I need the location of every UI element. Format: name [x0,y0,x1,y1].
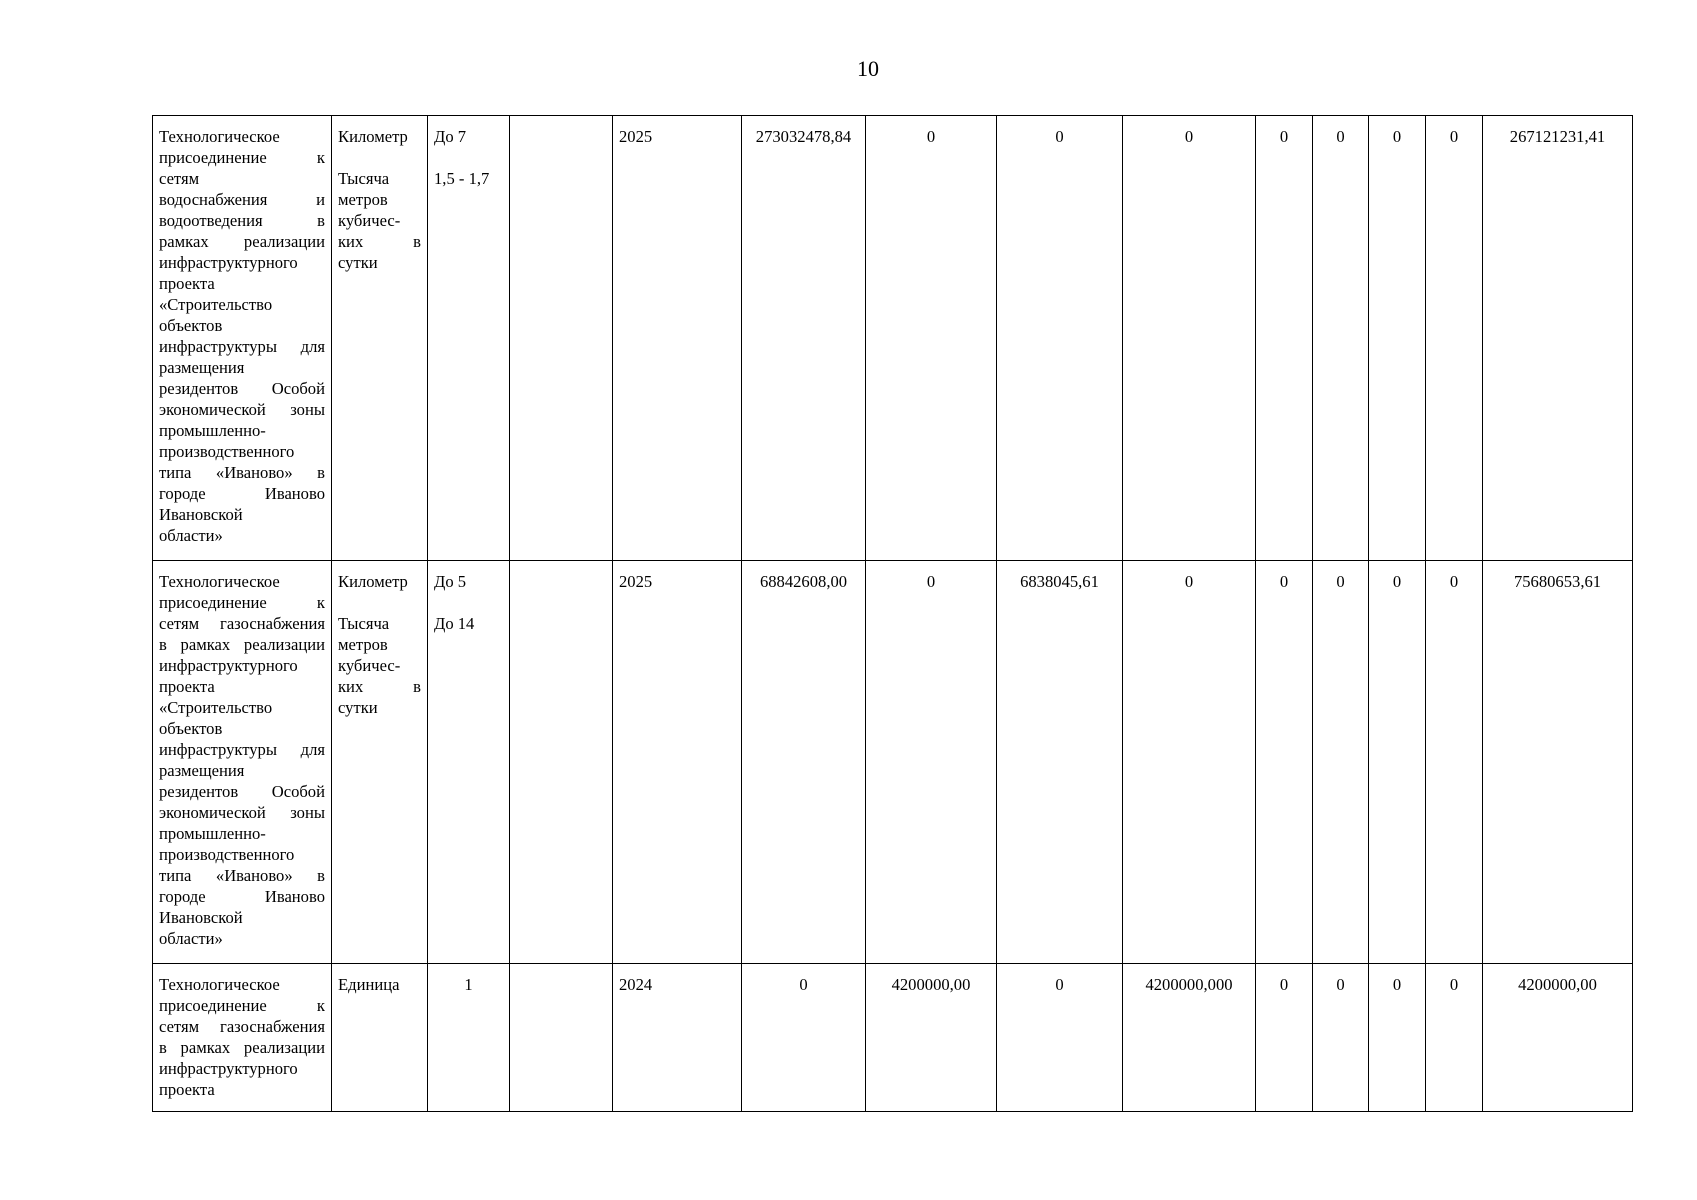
empty-cell [510,964,613,1112]
description-line: производственного [159,845,295,864]
year-cell: 2024 [613,964,742,1112]
unit-secondary-line: ких в [338,232,421,251]
amount-cell: 0 [1123,116,1256,561]
description-line: сетям газоснабжения [159,614,325,633]
description-line: промышленно- [159,824,266,843]
description-line: водоотведения в [159,211,325,230]
description-line: Технологическое [159,127,280,146]
year-cell: 2025 [613,116,742,561]
unit-secondary-line: кубичес- [338,656,401,675]
description-line: области» [159,526,223,545]
amount-cell: 0 [1369,116,1426,561]
description-line: проекта [159,274,215,293]
description-line: присоединение к [159,148,325,167]
empty-cell [510,561,613,964]
description-line: «Строительство [159,295,273,314]
description-line: экономической зоны [159,803,325,822]
unit-primary: Километр [338,572,408,591]
description-line: резидентов Особой [159,379,325,398]
description-line: объектов [159,719,223,738]
amount-cell: 0 [1256,964,1313,1112]
description-line: присоединение к [159,593,325,612]
description-line: рамках реализации [159,232,325,251]
description-line: типа «Иваново» в [159,866,325,885]
unit-secondary-line: кубичес- [338,211,401,230]
description-line: инфраструктурного [159,1059,298,1078]
amount-cell: 0 [1426,561,1483,964]
year-cell: 2025 [613,561,742,964]
unit-secondary-line: метров [338,635,388,654]
value-primary: До 7 [434,127,467,146]
page-number: 10 [857,56,879,81]
empty-cell [510,116,613,561]
description-line: резидентов Особой [159,782,325,801]
description-line: типа «Иваново» в [159,463,325,482]
amount-cell: 0 [1369,964,1426,1112]
amount-cell: 0 [997,964,1123,1112]
description-line: сетям [159,169,200,188]
amount-cell: 0 [1313,964,1369,1112]
description-line: водоснабжения и [159,190,325,209]
amount-cell: 6838045,61 [997,561,1123,964]
amount-cell: 0 [1369,561,1426,964]
unit-secondary-line: сутки [338,698,378,717]
amount-cell: 4200000,000 [1123,964,1256,1112]
unit-secondary-line: ких в [338,677,421,696]
amount-cell: 0 [866,561,997,964]
description-line: инфраструктурного [159,253,298,272]
amount-cell: 273032478,84 [742,116,866,561]
value-cell [428,561,510,964]
total-cell: 75680653,61 [1483,561,1633,964]
value-secondary: До 14 [434,614,475,633]
description-line: проекта [159,677,215,696]
description-line: размещения [159,358,245,377]
unit-secondary-line: Тысяча [338,614,390,633]
description-line: инфраструктуры для [159,337,325,356]
description-line: объектов [159,316,223,335]
unit-primary: Единица [338,975,400,994]
total-cell: 4200000,00 [1483,964,1633,1112]
financing-table [152,115,1633,1112]
unit-secondary-line: сутки [338,253,378,272]
unit-secondary-line: метров [338,190,388,209]
description-cell [153,116,332,561]
unit-primary: Километр [338,127,408,146]
description-line: в рамках реализации [159,635,325,654]
amount-cell: 0 [1256,561,1313,964]
description-line: Ивановской [159,505,243,524]
description-line: инфраструктуры для [159,740,325,759]
table-row [153,964,1633,1112]
amount-cell: 68842608,00 [742,561,866,964]
value-cell [428,116,510,561]
table-row [153,116,1633,561]
description-line: в рамках реализации [159,1038,325,1057]
amount-cell: 0 [742,964,866,1112]
total-cell: 267121231,41 [1483,116,1633,561]
description-line: размещения [159,761,245,780]
unit-cell [332,116,428,561]
description-line: производственного [159,442,295,461]
description-cell [153,561,332,964]
description-line: инфраструктурного [159,656,298,675]
description-line: Технологическое [159,975,280,994]
description-line: экономической зоны [159,400,325,419]
value-cell: 1 [428,964,510,1112]
value-primary: До 5 [434,572,467,591]
description-line: городе Иваново [159,887,325,906]
description-line: Ивановской [159,908,243,927]
description-line: проекта [159,1080,215,1099]
description-line: промышленно- [159,421,266,440]
unit-cell [332,964,428,1112]
unit-secondary-line: Тысяча [338,169,390,188]
description-cell [153,964,332,1112]
description-line: Технологическое [159,572,280,591]
value-secondary: 1,5 - 1,7 [434,169,490,188]
description-line: городе Иваново [159,484,325,503]
amount-cell: 0 [866,116,997,561]
description-line: «Строительство [159,698,273,717]
amount-cell: 4200000,00 [866,964,997,1112]
amount-cell: 0 [1313,116,1369,561]
amount-cell: 0 [1426,964,1483,1112]
description-line: области» [159,929,223,948]
amount-cell: 0 [1256,116,1313,561]
description-line: сетям газоснабжения [159,1017,325,1036]
table-row [153,561,1633,964]
amount-cell: 0 [1123,561,1256,964]
unit-cell [332,561,428,964]
amount-cell: 0 [1426,116,1483,561]
amount-cell: 0 [1313,561,1369,964]
description-line: присоединение к [159,996,325,1015]
amount-cell: 0 [997,116,1123,561]
